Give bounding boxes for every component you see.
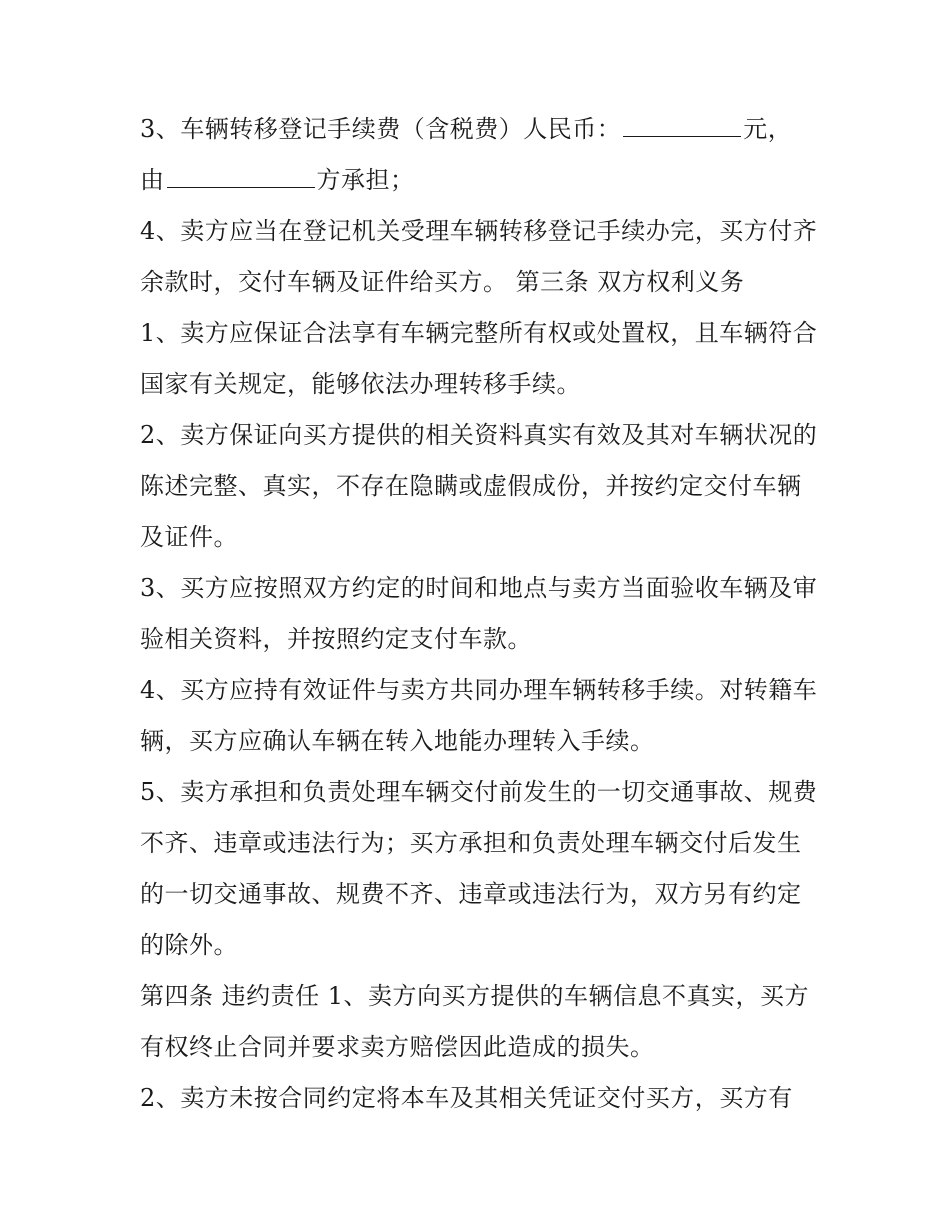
paragraph-delivery: 4、卖方应当在登记机关受理车辆转移登记手续办完，买方付齐余款时，交付车辆及证件给买方。 第三条 双方权利义务 xyxy=(140,217,818,296)
paragraph-breach-2: 2、卖方未按合同约定将本车及其相关凭证交付买方，买方有 xyxy=(140,1084,793,1112)
paragraph-seller-ownership: 1、卖方应保证合法享有车辆完整所有权或处置权，且车辆符合国家有关规定，能够依法办理转移手续。 xyxy=(140,319,818,398)
fee-bearer-blank[interactable] xyxy=(167,161,315,188)
fee-bearer-suffix: 方承担； xyxy=(316,166,415,194)
fee-amount-blank[interactable] xyxy=(623,110,741,137)
fee-bearer-prefix: 由 xyxy=(140,166,165,194)
paragraph-buyer-inspection: 3、买方应按照双方约定的时间和地点与卖方当面验收车辆及审验相关资料，并按照约定支付车款。 xyxy=(140,574,818,653)
paragraph-fee xyxy=(140,104,820,155)
paragraph-buyer-transfer: 4、买方应持有效证件与卖方共同办理车辆转移手续。对转籍车辆，买方应确认车辆在转入地能办理转入手续。 xyxy=(140,676,818,755)
paragraph-seller-info: 2、卖方保证向买方提供的相关资料真实有效及其对车辆状况的陈述完整、真实，不存在隐瞒或虚假成份，并按约定交付车辆及证件。 xyxy=(140,421,818,551)
fee-clause-text: 3、车辆转移登记手续费（含税费）人民币： xyxy=(140,115,622,143)
paragraph-fee-bearer xyxy=(140,155,820,206)
paragraph-liability: 5、卖方承担和负责处理车辆交付前发生的一切交通事故、规费不齐、违章或违法行为；买方承担和负责处理车辆交付后发生的一切交通事故、规费不齐、违章或违法行为，双方另有约定的除外。 xyxy=(140,778,818,959)
document-body xyxy=(140,104,820,1124)
fee-unit-text: 元， xyxy=(743,115,793,143)
paragraph-breach-1: 第四条 违约责任 1、卖方向买方提供的车辆信息不真实，买方有权终止合同并要求卖方赔偿因此造成的损失。 xyxy=(140,982,810,1061)
